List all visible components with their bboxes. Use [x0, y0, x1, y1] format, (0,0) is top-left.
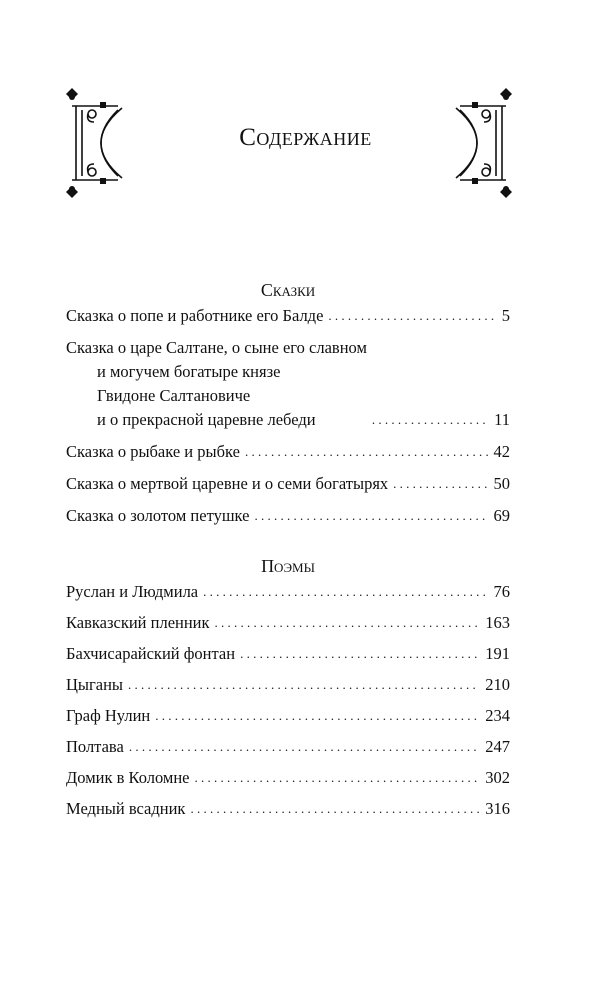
page-number: 163 — [485, 613, 510, 632]
dot-leader — [372, 408, 488, 432]
page-number: 247 — [485, 737, 510, 756]
entry-title-line: и о прекрасной царевне лебеди — [97, 410, 316, 429]
dot-leader — [129, 735, 479, 759]
page-number: 191 — [485, 644, 510, 663]
toc-entry[interactable] — [66, 642, 510, 666]
page-number: 234 — [485, 706, 510, 725]
page-number: 302 — [485, 768, 510, 787]
entry-title: Кавказский пленник — [66, 613, 210, 632]
toc-entry[interactable] — [66, 611, 510, 635]
page-number: 42 — [493, 442, 510, 461]
entry-title-line: Гвидоне Салтановиче — [97, 386, 251, 405]
dot-leader — [155, 704, 479, 728]
toc-entry[interactable] — [66, 673, 510, 697]
entry-title-line: Сказка о царе Салтане, о сыне его славном — [66, 338, 367, 357]
toc-entry[interactable] — [66, 440, 510, 464]
toc-entry[interactable] — [66, 336, 510, 432]
dot-leader — [190, 797, 479, 821]
toc-entry[interactable] — [66, 504, 510, 528]
dot-leader — [128, 673, 479, 697]
entry-title-line: и могучем богатыре князе — [97, 362, 281, 381]
page-number: 69 — [493, 506, 510, 525]
page-number: 5 — [501, 306, 510, 325]
dot-leader — [215, 611, 480, 635]
entry-title: Медный всадник — [66, 799, 186, 818]
page-number: 50 — [493, 474, 510, 493]
page-title: Содержание — [239, 124, 372, 151]
toc-entry[interactable] — [66, 304, 510, 328]
entry-title: Сказка о мертвой царевне и о семи богатырях — [66, 474, 389, 493]
entry-title: Полтава — [66, 737, 124, 756]
dot-leader — [393, 472, 487, 496]
entry-title: Граф Нулин — [66, 706, 151, 725]
entry-title: Домик в Коломне — [66, 768, 190, 787]
dot-leader — [195, 766, 480, 790]
toc-entry[interactable] — [66, 704, 510, 728]
entry-title: Сказка о золотом петушке — [66, 506, 250, 525]
toc-entry[interactable] — [66, 766, 510, 790]
page-number: 316 — [485, 799, 510, 818]
section-title-tales: Сказки — [260, 280, 316, 300]
entry-title: Руслан и Людмила — [66, 582, 199, 601]
dot-leader — [245, 440, 488, 464]
toc-entry[interactable] — [66, 797, 510, 821]
page-number: 11 — [494, 410, 510, 429]
table-of-contents — [66, 276, 510, 828]
dot-leader — [240, 642, 479, 666]
dot-leader — [328, 304, 495, 328]
dot-leader — [254, 504, 487, 528]
entry-title: Бахчисарайский фонтан — [66, 644, 236, 663]
entry-title — [66, 336, 367, 432]
section-spacer — [66, 536, 510, 552]
toc-entry[interactable] — [66, 735, 510, 759]
toc-entry[interactable] — [66, 472, 510, 496]
dot-leader — [203, 580, 487, 604]
entry-title: Сказка о попе и работнике его Балде — [66, 306, 324, 325]
toc-entry[interactable] — [66, 580, 510, 604]
entry-title: Цыганы — [66, 675, 124, 694]
page-number: 210 — [485, 675, 510, 694]
section-title-poems: Поэмы — [261, 556, 315, 576]
page-number: 76 — [493, 582, 510, 601]
entry-title: Сказка о рыбаке и рыбке — [66, 442, 240, 461]
